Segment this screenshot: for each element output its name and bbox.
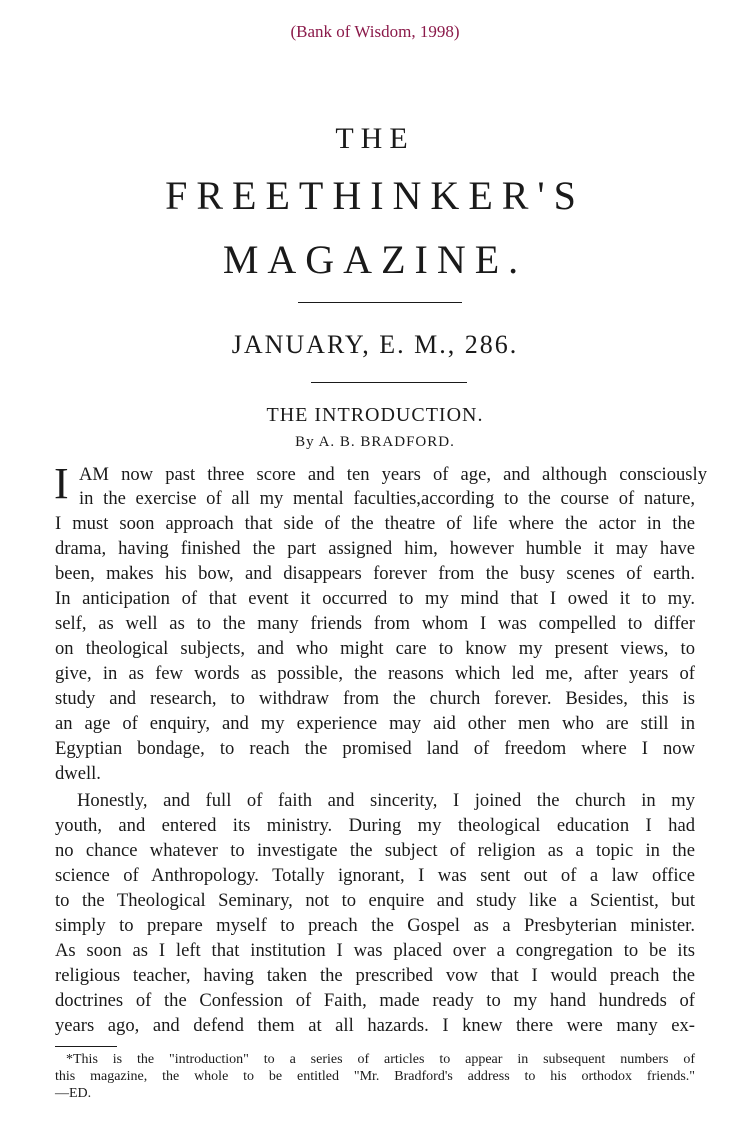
- body-line: on theological subjects, and who might care to know my present views, to: [55, 638, 695, 659]
- body-line: study and research, to withdraw from the church forever. Besides, this is: [55, 688, 695, 709]
- body-line: give, in as few words as possible, the reasons which led me, after years of: [55, 663, 695, 684]
- article-byline: By A. B. BRADFORD.: [295, 434, 455, 450]
- body-line: drama, having finished the part assigned him, however humble it may have: [55, 538, 695, 559]
- body-line: I must soon approach that side of the theatre of life where the actor in the: [55, 513, 695, 534]
- body-line: As soon as I left that institution I was placed over a congregation to be its: [55, 940, 695, 961]
- footnote-line: *This is the "introduction" to a series of articles to appear in subsequent numbers of: [66, 1052, 695, 1067]
- body-line: dwell.: [55, 763, 101, 784]
- body-line: doctrines of the Confession of Faith, made ready to my hand hundreds of: [55, 990, 695, 1011]
- body-line: simply to prepare myself to preach the Gospel as a Presbyterian minister.: [55, 915, 695, 936]
- body-line: years ago, and defend them at all hazards. I knew there were many ex-: [55, 1015, 695, 1036]
- body-line: Egyptian bondage, to reach the promised land of freedom where I now: [55, 738, 695, 759]
- date-divider: [311, 382, 467, 383]
- issue-date: JANUARY, E. M., 286.: [231, 330, 519, 359]
- footnote-line: this magazine, the whole to be entitled "Mr. Bradford's address to his orthodox friends.": [55, 1069, 695, 1084]
- masthead-divider: [298, 302, 462, 303]
- body-line: youth, and entered its ministry. During my theological education I had: [55, 815, 695, 836]
- body-line: no chance whatever to investigate the subject of religion as a topic in the: [55, 840, 695, 861]
- body-line: In anticipation of that event it occurred to my mind that I owed it to my.: [55, 588, 695, 609]
- body-line: an age of enquiry, and my experience may aid other men who are still in: [55, 713, 695, 734]
- masthead-title: FREETHINKER'S: [165, 173, 585, 218]
- body-line: Honestly, and full of faith and sincerity, I joined the church in my: [77, 790, 695, 811]
- footnote-line: —ED.: [55, 1086, 92, 1101]
- body-line: to the Theological Seminary, not to enquire and study like a Scientist, but: [55, 890, 695, 911]
- body-line: been, makes his bow, and disappears forever from the busy scenes of earth.: [55, 563, 695, 584]
- body-line: self, as well as to the many friends from whom I was compelled to differ: [55, 613, 695, 634]
- drop-cap: I: [54, 459, 69, 508]
- article-heading: THE INTRODUCTION.: [266, 404, 484, 426]
- body-line: in the exercise of all my mental faculties,according to the course of nature,: [79, 488, 695, 509]
- source-watermark: (Bank of Wisdom, 1998): [290, 22, 460, 41]
- body-line: religious teacher, having taken the prescribed vow that I would preach the: [55, 965, 695, 986]
- masthead-magazine: MAGAZINE.: [222, 237, 528, 282]
- body-line: science of Anthropology. Totally ignorant, I was sent out of a law office: [55, 865, 695, 886]
- footnote-divider: [55, 1046, 117, 1047]
- body-line: AM now past three score and ten years of age, and although consciously: [79, 464, 707, 485]
- masthead-the: THE: [335, 122, 415, 155]
